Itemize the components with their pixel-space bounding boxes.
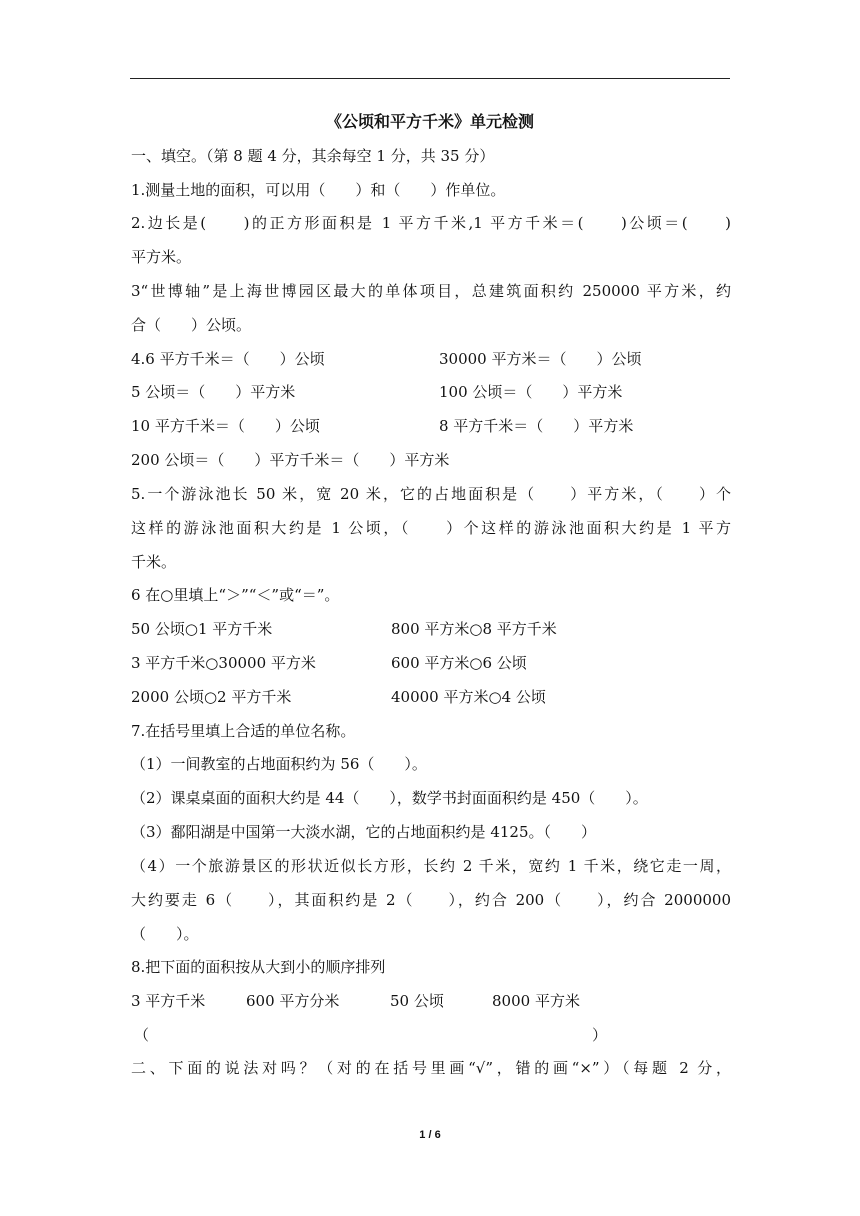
question-4-row-2-left: 5 公顷＝（ ）平方米 [131, 383, 296, 401]
question-1: 1.测量土地的面积，可以用（ ）和（ ）作单位。 [131, 181, 506, 199]
question-7-heading: 7.在括号里填上合适的单位名称。 [131, 722, 356, 740]
question-2-line-2: 平方米。 [131, 248, 192, 266]
question-4-row-3-right: 8 平方千米＝（ ）平方米 [439, 417, 634, 435]
question-7-part-3: （3）鄱阳湖是中国第一大淡水湖，它的占地面积约是 4125。（ ） [131, 823, 596, 841]
header-rule [130, 78, 730, 79]
question-8-answer-open-paren: （ [134, 1026, 150, 1044]
question-5-line-1: 5.一个游泳池长 50 米，宽 20 米，它的占地面积是（ ）平方米，（ ）个 [131, 485, 731, 503]
question-7-part-4-line-2: 大约要走 6（ ），其面积约是 2（ ），约合 200（ ），约合 2000000 [131, 891, 731, 909]
question-7-part-4-line-1: （4）一个旅游景区的形状近似长方形，长约 2 千米，宽约 1 千米，绕它走一周， [131, 857, 731, 875]
page-number: 1 / 6 [419, 1129, 441, 1141]
question-3-line-2: 合（ ）公顷。 [131, 316, 252, 334]
question-3-line-1: 3“世博轴”是上海世博园区最大的单体项目，总建筑面积约 250000 平方米，约 [131, 282, 731, 300]
question-6-heading: 6 在○里填上“＞”“＜”或“＝”。 [131, 586, 340, 604]
question-4-row-1-right: 30000 平方米＝（ ）公顷 [439, 350, 642, 368]
section1-heading: 一、填空。（第 8 题 4 分，其余每空 1 分，共 35 分） [131, 147, 495, 165]
question-4-row-1-left: 4.6 平方千米＝（ ）公顷 [131, 350, 325, 368]
question-6-row-1-left: 50 公顷○1 平方千米 [131, 620, 273, 638]
question-6-row-3-right: 40000 平方米○4 公顷 [391, 688, 546, 706]
question-2-line-1: 2.边长是( )的正方形面积是 1 平方千米,1 平方千米＝( )公顷＝( ) [131, 214, 731, 232]
question-6-row-3-left: 2000 公顷○2 平方千米 [131, 688, 292, 706]
question-7-part-4-line-3: （ ）。 [131, 925, 199, 943]
question-6-row-1-right: 800 平方米○8 平方千米 [391, 620, 557, 638]
question-5-line-3: 千米。 [131, 553, 177, 571]
question-8-item-1: 3 平方千米 [131, 992, 206, 1010]
page-title: 《公顷和平方千米》单元检测 [325, 112, 534, 131]
question-7-part-1: （1）一间教室的占地面积约为 56（ ）。 [131, 755, 427, 773]
question-4-row-2-right: 100 公顷＝（ ）平方米 [439, 383, 623, 401]
section2-heading: 二、下面的说法对吗？（对的在括号里画“√”，错的画“×”）（每题 2 分， [131, 1059, 731, 1077]
question-6-row-2-left: 3 平方千米○30000 平方米 [131, 654, 316, 672]
question-7-part-2: （2）课桌桌面的面积大约是 44（ ），数学书封面面积约是 450（ ）。 [131, 789, 648, 807]
question-8-item-4: 8000 平方米 [492, 992, 580, 1010]
question-5-line-2: 这样的游泳池面积大约是 1 公顷，（ ）个这样的游泳池面积大约是 1 平方 [131, 519, 731, 537]
question-6-row-2-right: 600 平方米○6 公顷 [391, 654, 527, 672]
question-4-row-4: 200 公顷＝（ ）平方千米＝（ ）平方米 [131, 451, 450, 469]
question-4-row-3-left: 10 平方千米＝（ ）公顷 [131, 417, 320, 435]
question-8-answer-close-paren: ） [592, 1026, 608, 1044]
question-8-item-3: 50 公顷 [390, 992, 444, 1010]
question-8-heading: 8.把下面的面积按从大到小的顺序排列 [131, 958, 386, 976]
question-8-item-2: 600 平方分米 [246, 992, 340, 1010]
